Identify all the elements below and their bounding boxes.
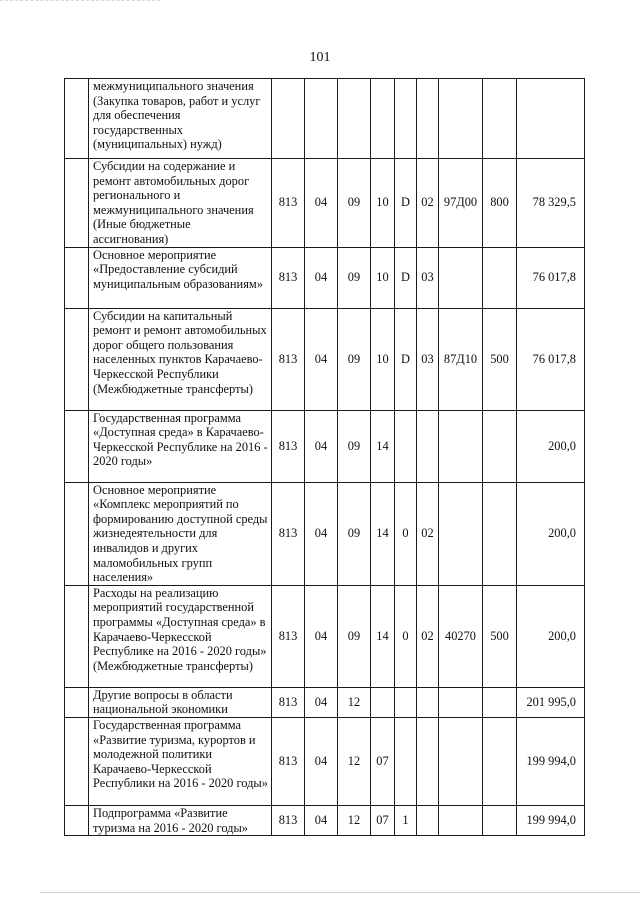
row-number-cell xyxy=(65,247,89,308)
direction-code-cell xyxy=(439,410,483,482)
ministry-code-cell: 813 xyxy=(272,805,305,835)
expense-type-cell xyxy=(483,805,517,835)
table-row xyxy=(65,247,585,308)
row-number-cell xyxy=(65,482,89,585)
item-name-cell: Основное мероприятие «Комплекс мероприятий по формированию доступной среды жизнедеятельности для инвалидов и других маломобильных групп населения» xyxy=(89,482,272,585)
subsection-code-cell: 09 xyxy=(338,482,371,585)
row-number-cell xyxy=(65,410,89,482)
subsection-code-cell xyxy=(338,79,371,159)
section-code-cell: 04 xyxy=(305,308,338,410)
direction-code-cell: 97Д00 xyxy=(439,159,483,248)
subprogram-code-cell xyxy=(395,410,417,482)
item-name-cell: Субсидии на содержание и ремонт автомобильных дорог регионального и межмуниципального значения (Иные бюджетные ассигнования) xyxy=(89,159,272,248)
subsection-code-cell: 09 xyxy=(338,247,371,308)
item-name-cell: Государственная программа «Доступная среда» в Карачаево-Черкесской Республике на 2016 - 2020 годы» xyxy=(89,410,272,482)
subsection-code-cell: 12 xyxy=(338,687,371,717)
table-row xyxy=(65,79,585,159)
item-name-cell: Государственная программа «Развитие туризма, курортов и молодежной политики Карачаево-Черкесской Республики на 2016 - 2020 годы» xyxy=(89,717,272,805)
section-code-cell: 04 xyxy=(305,410,338,482)
ministry-code-cell: 813 xyxy=(272,247,305,308)
subprogram-code-cell: 0 xyxy=(395,482,417,585)
section-code-cell: 04 xyxy=(305,482,338,585)
direction-code-cell xyxy=(439,247,483,308)
subprogram-code-cell xyxy=(395,687,417,717)
program-code-cell: 14 xyxy=(371,410,395,482)
expense-type-cell xyxy=(483,717,517,805)
section-code-cell: 04 xyxy=(305,717,338,805)
subsection-code-cell: 09 xyxy=(338,410,371,482)
subprogram-code-cell: D xyxy=(395,159,417,248)
ministry-code-cell: 813 xyxy=(272,308,305,410)
event-code-cell xyxy=(417,79,439,159)
direction-code-cell: 87Д10 xyxy=(439,308,483,410)
event-code-cell xyxy=(417,805,439,835)
amount-cell: 200,0 xyxy=(517,410,585,482)
amount-cell: 200,0 xyxy=(517,585,585,687)
subprogram-code-cell xyxy=(395,79,417,159)
subprogram-code-cell xyxy=(395,717,417,805)
subprogram-code-cell: 0 xyxy=(395,585,417,687)
subprogram-code-cell: 1 xyxy=(395,805,417,835)
table-row xyxy=(65,482,585,585)
row-number-cell xyxy=(65,805,89,835)
amount-cell: 78 329,5 xyxy=(517,159,585,248)
table-row xyxy=(65,717,585,805)
table-row xyxy=(65,585,585,687)
table-row xyxy=(65,410,585,482)
direction-code-cell xyxy=(439,805,483,835)
program-code-cell: 14 xyxy=(371,585,395,687)
program-code-cell: 07 xyxy=(371,717,395,805)
expense-type-cell xyxy=(483,687,517,717)
section-code-cell: 04 xyxy=(305,805,338,835)
event-code-cell xyxy=(417,687,439,717)
program-code-cell: 10 xyxy=(371,159,395,248)
amount-cell: 199 994,0 xyxy=(517,805,585,835)
program-code-cell xyxy=(371,687,395,717)
program-code-cell: 14 xyxy=(371,482,395,585)
item-name-cell: Подпрограмма «Развитие туризма на 2016 - 2020 годы» xyxy=(89,805,272,835)
direction-code-cell xyxy=(439,687,483,717)
subsection-code-cell: 12 xyxy=(338,717,371,805)
direction-code-cell xyxy=(439,79,483,159)
event-code-cell: 02 xyxy=(417,159,439,248)
item-name-cell: Субсидии на капитальный ремонт и ремонт автомобильных дорог общего пользования населенных пунктов Карачаево-Черкесской Республики (Межбюджетные трансферты) xyxy=(89,308,272,410)
item-name-cell: Расходы на реализацию мероприятий государственной программы «Доступная среда» в Карачаево-Черкесской Республике на 2016 - 2020 годы» (Межбюджетные трансферты) xyxy=(89,585,272,687)
table-row xyxy=(65,308,585,410)
expense-type-cell: 500 xyxy=(483,308,517,410)
event-code-cell: 03 xyxy=(417,308,439,410)
event-code-cell: 03 xyxy=(417,247,439,308)
item-name-cell: Основное мероприятие «Предоставление субсидий муниципальным образованиям» xyxy=(89,247,272,308)
subsection-code-cell: 09 xyxy=(338,585,371,687)
program-code-cell: 07 xyxy=(371,805,395,835)
table-row xyxy=(65,687,585,717)
ministry-code-cell: 813 xyxy=(272,585,305,687)
section-code-cell xyxy=(305,79,338,159)
event-code-cell xyxy=(417,410,439,482)
ministry-code-cell xyxy=(272,79,305,159)
section-code-cell: 04 xyxy=(305,159,338,248)
row-number-cell xyxy=(65,159,89,248)
scan-edge-line xyxy=(40,892,640,893)
page-number: 101 xyxy=(309,50,331,65)
event-code-cell xyxy=(417,717,439,805)
row-number-cell xyxy=(65,717,89,805)
section-code-cell: 04 xyxy=(305,687,338,717)
ministry-code-cell: 813 xyxy=(272,410,305,482)
event-code-cell: 02 xyxy=(417,482,439,585)
expense-type-cell: 800 xyxy=(483,159,517,248)
direction-code-cell xyxy=(439,482,483,585)
table-row xyxy=(65,805,585,835)
program-code-cell: 10 xyxy=(371,308,395,410)
expense-type-cell: 500 xyxy=(483,585,517,687)
section-code-cell: 04 xyxy=(305,247,338,308)
amount-cell: 201 995,0 xyxy=(517,687,585,717)
subprogram-code-cell: D xyxy=(395,308,417,410)
subsection-code-cell: 09 xyxy=(338,159,371,248)
scan-artifact xyxy=(0,0,160,3)
ministry-code-cell: 813 xyxy=(272,159,305,248)
subsection-code-cell: 12 xyxy=(338,805,371,835)
direction-code-cell: 40270 xyxy=(439,585,483,687)
amount-cell: 199 994,0 xyxy=(517,717,585,805)
expense-type-cell xyxy=(483,79,517,159)
item-name-cell: межмуниципального значения (Закупка товаров, работ и услуг для обеспечения государственных (муниципальных) нужд) xyxy=(89,79,272,159)
program-code-cell: 10 xyxy=(371,247,395,308)
ministry-code-cell: 813 xyxy=(272,482,305,585)
event-code-cell: 02 xyxy=(417,585,439,687)
row-number-cell xyxy=(65,308,89,410)
row-number-cell xyxy=(65,687,89,717)
ministry-code-cell: 813 xyxy=(272,717,305,805)
item-name-cell: Другие вопросы в области национальной экономики xyxy=(89,687,272,717)
amount-cell: 76 017,8 xyxy=(517,308,585,410)
subsection-code-cell: 09 xyxy=(338,308,371,410)
table-row xyxy=(65,159,585,248)
row-number-cell xyxy=(65,79,89,159)
program-code-cell xyxy=(371,79,395,159)
budget-table xyxy=(64,78,585,836)
subprogram-code-cell: D xyxy=(395,247,417,308)
amount-cell: 76 017,8 xyxy=(517,247,585,308)
amount-cell xyxy=(517,79,585,159)
expense-type-cell xyxy=(483,247,517,308)
expense-type-cell xyxy=(483,482,517,585)
direction-code-cell xyxy=(439,717,483,805)
ministry-code-cell: 813 xyxy=(272,687,305,717)
expense-type-cell xyxy=(483,410,517,482)
section-code-cell: 04 xyxy=(305,585,338,687)
row-number-cell xyxy=(65,585,89,687)
amount-cell: 200,0 xyxy=(517,482,585,585)
